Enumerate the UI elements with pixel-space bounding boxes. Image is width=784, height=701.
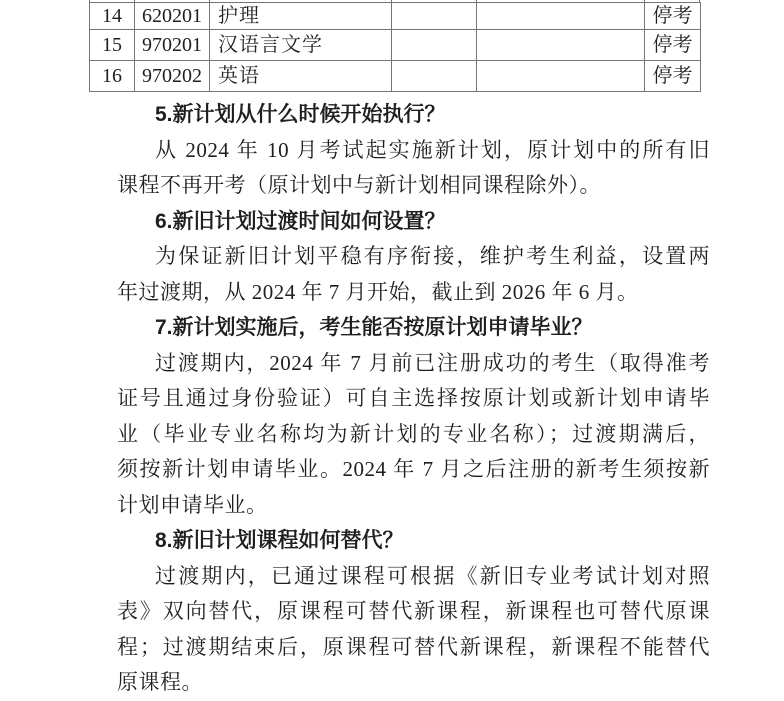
table-row	[90, 30, 701, 61]
major-name-cell: 护理	[210, 3, 392, 30]
empty-cell	[477, 3, 645, 30]
empty-cell	[477, 61, 645, 92]
major-name-cell: 汉语言文学	[210, 30, 392, 61]
row-number-cell: 14	[90, 3, 135, 30]
status-cell: 停考	[645, 61, 701, 92]
table-row	[90, 3, 701, 30]
faq-line: 证号且通过身份验证）可自主选择按原计划或新计划申请毕	[117, 386, 710, 410]
status-cell: 停考	[645, 30, 701, 61]
faq-line: 课程不再开考（原计划中与新计划相同课程除外）。	[117, 173, 601, 197]
row-number-cell: 16	[90, 61, 135, 92]
faq-heading-8: 8.新旧计划课程如何替代？	[155, 529, 404, 552]
major-code-cell: 970202	[135, 61, 210, 92]
suspended-majors-table	[89, 2, 701, 92]
faq-line: 表》双向替代，原课程可替代新课程，新课程也可替代原课	[117, 599, 710, 623]
major-name-cell: 英语	[210, 61, 392, 92]
faq-line: 原课程。	[117, 670, 203, 694]
faq-line: 过渡期内，已通过课程可根据《新旧专业考试计划对照	[155, 563, 710, 588]
faq-heading-7: 7.新计划实施后，考生能否按原计划申请毕业？	[155, 316, 593, 339]
empty-cell	[392, 3, 477, 30]
faq-line: 年过渡期，从 2024 年 7 月开始，截止到 2026 年 6 月。	[117, 279, 639, 304]
faq-heading-6: 6.新旧计划过渡时间如何设置？	[155, 209, 446, 233]
faq-line: 业（毕业专业名称均为新计划的专业名称）；过渡期满后，	[117, 421, 710, 446]
faq-line: 从 2024 年 10 月考试起实施新计划，原计划中的所有旧	[155, 137, 710, 162]
major-code-cell: 620201	[135, 3, 210, 30]
faq-line: 计划申请毕业。	[117, 492, 268, 517]
faq-heading-5: 5.新计划从什么时候开始执行？	[155, 103, 446, 126]
faq-line: 过渡期内，2024 年 7 月前已注册成功的考生（取得准考	[155, 350, 710, 375]
empty-cell	[392, 61, 477, 92]
status-cell: 停考	[645, 3, 701, 30]
table-row	[90, 61, 701, 92]
faq-line: 须按新计划申请毕业。2024 年 7 月之后注册的新考生须按新	[117, 457, 710, 481]
faq-line: 程；过渡期结束后，原课程可替代新课程，新课程不能替代	[117, 634, 710, 659]
faq-text-block	[117, 97, 710, 701]
major-code-cell: 970201	[135, 30, 210, 61]
faq-line: 为保证新旧计划平稳有序衔接，维护考生利益，设置两	[155, 244, 710, 268]
row-number-cell: 15	[90, 30, 135, 61]
empty-cell	[477, 30, 645, 61]
empty-cell	[392, 30, 477, 61]
